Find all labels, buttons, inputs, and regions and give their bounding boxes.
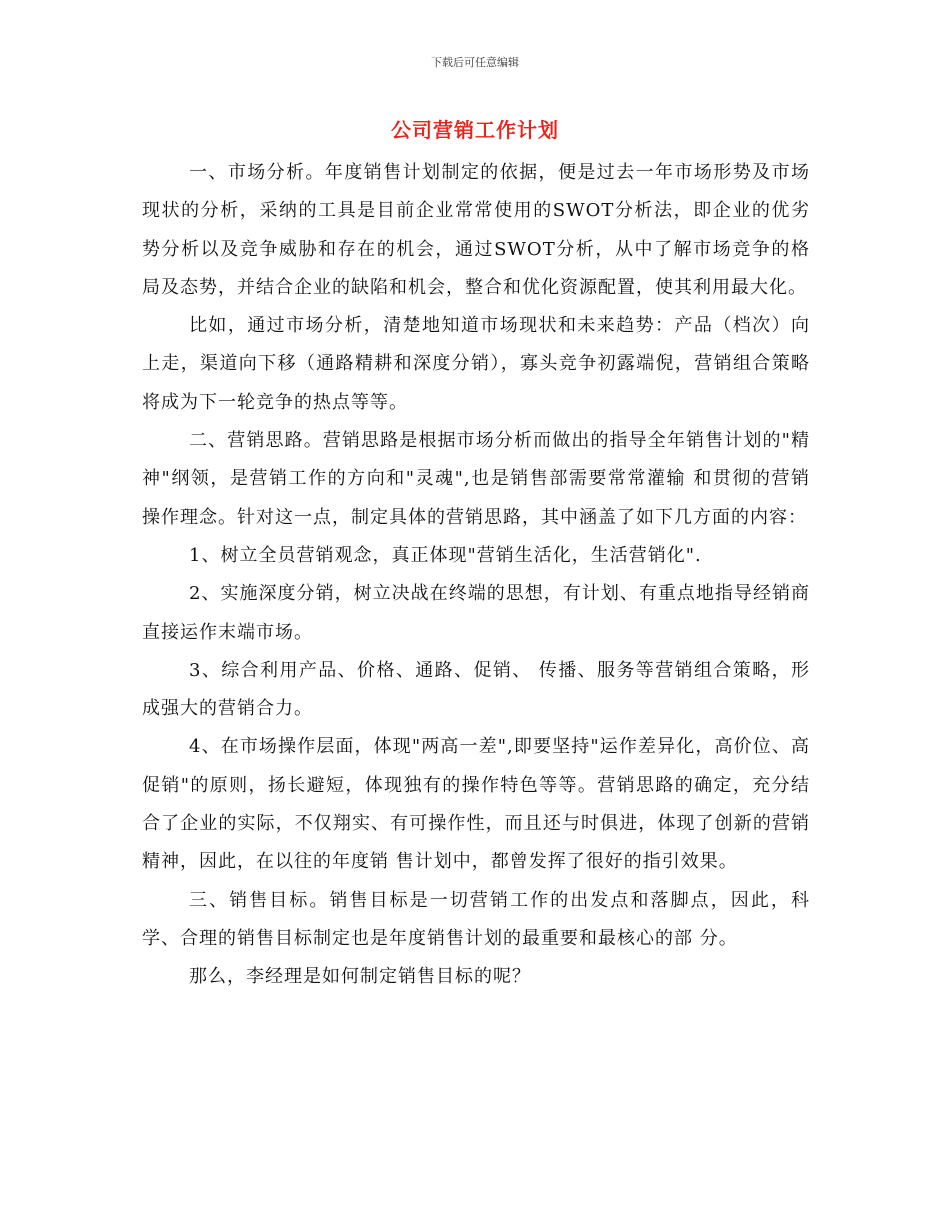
paragraph-sales-target: 三、销售目标。销售目标是一切营销工作的出发点和落脚点，因此，科学、合理的销售目标制定也是年度销售计划的最重要和最核心的部 分。 (142, 889, 810, 949)
paragraph-point-2: 2、实施深度分销，树立决战在终端的思想，有计划、有重点地指导经销商直接运作末端市场。 (142, 583, 810, 643)
paragraph-point-1: 1、树立全员营销观念，真正体现"营销生活化，生活营销化". (189, 544, 702, 566)
document-title: 公司营销工作计划 (391, 118, 559, 142)
paragraph-marketing-approach: 二、营销思路。营销思路是根据市场分析而做出的指导全年销售计划的"精神"纲领，是营销工作的方向和"灵魂",也是销售部需要常常灌输 和贯彻的营销操作理念。针对这一点，制定具体的营销思路，其中涵盖了如下几方面的内容： (142, 430, 810, 528)
paragraph-point-3: 3、综合利用产品、价格、通路、促销、 传播、服务等营销组合策略，形成强大的营销合力。 (142, 659, 810, 720)
paragraph-example: 比如，通过市场分析，清楚地知道市场现状和未来趋势：产品（档次）向上走，渠道向下移（通路精耕和深度分销），寡头竞争初露端倪，营销组合策略将成为下一轮竞争的热点等等。 (142, 315, 810, 413)
header-note: 下载后可任意编辑 (431, 56, 519, 69)
paragraph-market-analysis: 一、市场分析。年度销售计划制定的依据，便是过去一年市场形势及市场现状的分析，采纳的工具是目前企业常常使用的SWOT分析法，即企业的优劣势分析以及竞争威胁和存在的机会，通过SWOT分析，从中了解市场竞争的格局及态势，并结合企业的缺陷和机会，整合和优化资源配置，使其利用最大化。 (142, 162, 810, 298)
paragraph-question: 那么，李经理是如何制定销售目标的呢？ (189, 966, 531, 988)
paragraph-point-4: 4、在市场操作层面，体现"两高一差",即要坚持"运作差异化，高价位、高促销"的原则，扬长避短，体现独有的操作特色等等。营销思路的确定，充分结合了企业的实际，不仅翔实、有可操作性，而且还与时俱进，体现了创新的营销精神，因此，在以往的年度销 售计划中，都曾发挥了很好的指引效果。 (142, 736, 810, 873)
document-body (142, 154, 810, 997)
